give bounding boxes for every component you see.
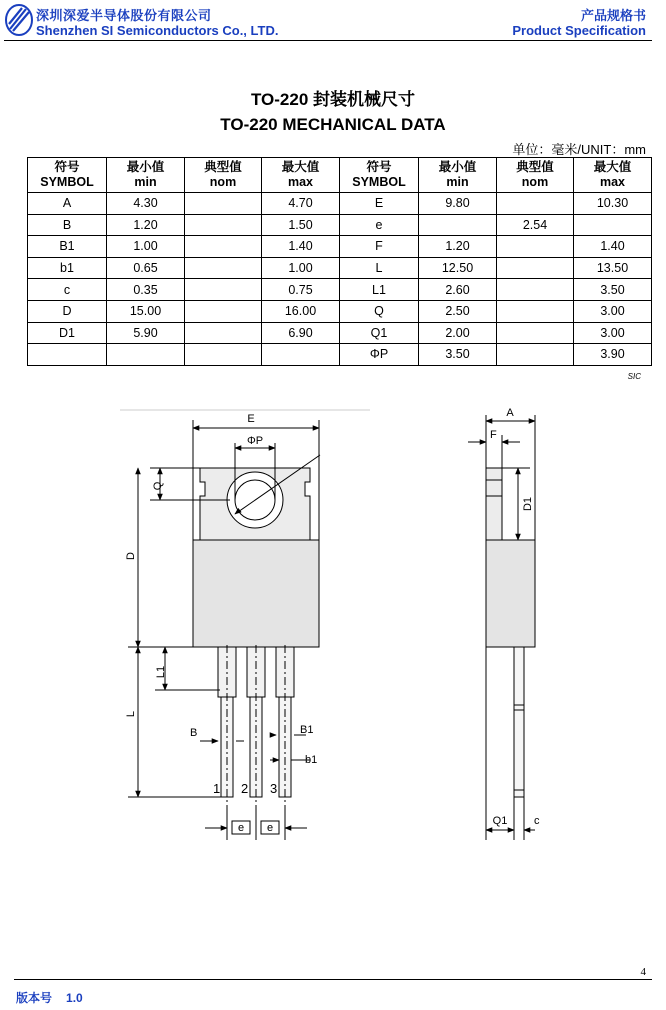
pin-label-3: 3	[270, 781, 278, 796]
table-cell: 15.00	[107, 300, 185, 322]
dim-label-Q: Q	[152, 481, 164, 491]
dim-label-e-1: e	[237, 822, 245, 834]
dim-label-c: c	[534, 815, 540, 827]
dim-label-L1: L1	[155, 665, 167, 679]
table-cell	[497, 322, 574, 344]
table-cell: 3.90	[574, 344, 652, 366]
table-row	[28, 322, 652, 344]
col-header: 典型值 nom	[497, 158, 574, 193]
table-cell	[185, 279, 262, 301]
table-cell: 2.00	[419, 322, 497, 344]
table-cell	[185, 344, 262, 366]
table-cell: b1	[28, 257, 107, 279]
table-cell: 1.00	[107, 236, 185, 258]
table-cell: B	[28, 214, 107, 236]
company-name-en: Shenzhen SI Semiconductors Co., LTD.	[36, 23, 279, 38]
company-name-cn: 深圳深爱半导体股份有限公司	[36, 8, 212, 23]
dim-label-F: F	[490, 429, 497, 441]
page-title-cn: TO-220 封装机械尺寸	[250, 90, 416, 109]
table-cell: 1.40	[262, 236, 340, 258]
col-header: 最小值 min	[107, 158, 185, 193]
table-cell: 2.60	[419, 279, 497, 301]
table-cell: 2.50	[419, 300, 497, 322]
table-cell: 3.00	[574, 300, 652, 322]
table-row	[28, 214, 652, 236]
sic-note: SIC	[627, 372, 641, 381]
col-header: 最大值 max	[574, 158, 652, 193]
table-cell: 16.00	[262, 300, 340, 322]
col-header: 典型值 nom	[185, 158, 262, 193]
table-cell	[262, 344, 340, 366]
col-header: 最大值 max	[262, 158, 340, 193]
version-info	[16, 989, 83, 1006]
table-cell: c	[28, 279, 107, 301]
table-cell: Q	[340, 300, 419, 322]
table-cell: E	[340, 193, 419, 215]
table-cell	[185, 214, 262, 236]
dim-label-e-2: e	[266, 822, 274, 834]
dim-label-phiP: ΦP	[246, 435, 264, 447]
table-cell: F	[340, 236, 419, 258]
table-cell: 1.20	[419, 236, 497, 258]
pin-label-1: 1	[213, 781, 221, 796]
page-title-en: TO-220 MECHANICAL DATA	[220, 115, 446, 134]
version-value: 1.0	[66, 991, 83, 1005]
table-cell: 2.54	[497, 214, 574, 236]
dim-label-B: B	[190, 727, 198, 739]
dim-label-D: D	[125, 552, 137, 560]
table-cell	[497, 300, 574, 322]
table-cell: 10.30	[574, 193, 652, 215]
table-row	[28, 344, 652, 366]
table-cell: B1	[28, 236, 107, 258]
table-cell: 1.20	[107, 214, 185, 236]
company-logo-icon	[4, 3, 34, 37]
table-cell	[497, 257, 574, 279]
table-cell	[497, 279, 574, 301]
table-cell	[185, 257, 262, 279]
table-cell: 1.00	[262, 257, 340, 279]
dim-label-E: E	[247, 413, 255, 425]
table-cell	[497, 344, 574, 366]
table-cell	[574, 214, 652, 236]
table-cell	[185, 193, 262, 215]
table-cell	[185, 322, 262, 344]
table-cell: L	[340, 257, 419, 279]
table-cell: A	[28, 193, 107, 215]
table-cell: 5.90	[107, 322, 185, 344]
table-cell: Q1	[340, 322, 419, 344]
table-cell: 0.65	[107, 257, 185, 279]
table-cell: 6.90	[262, 322, 340, 344]
table-cell: D	[28, 300, 107, 322]
dim-label-L: L	[125, 710, 137, 718]
table-cell	[497, 236, 574, 258]
table-cell	[419, 214, 497, 236]
header-divider	[4, 40, 652, 41]
table-cell	[185, 300, 262, 322]
dim-label-B1: B1	[300, 724, 314, 736]
table-row	[28, 236, 652, 258]
dim-label-A: A	[506, 407, 514, 419]
unit-label: 单位：毫米/UNIT：mm	[512, 142, 646, 157]
col-header: 符号 SYMBOL	[340, 158, 419, 193]
table-cell	[185, 236, 262, 258]
table-cell: 9.80	[419, 193, 497, 215]
table-cell: 0.75	[262, 279, 340, 301]
table-cell: 4.70	[262, 193, 340, 215]
table-cell: ΦP	[340, 344, 419, 366]
table-cell: 1.50	[262, 214, 340, 236]
doc-type-en: Product Specification	[512, 23, 646, 38]
table-row	[28, 300, 652, 322]
table-cell: 3.00	[574, 322, 652, 344]
table-cell: L1	[340, 279, 419, 301]
table-cell: 13.50	[574, 257, 652, 279]
version-label: 版本号	[16, 991, 53, 1005]
table-cell: 0.35	[107, 279, 185, 301]
dim-label-b1: b1	[305, 754, 318, 766]
table-cell	[28, 344, 107, 366]
table-cell	[107, 344, 185, 366]
dim-label-D1: D1	[522, 496, 534, 512]
table-row	[28, 257, 652, 279]
table-cell: 4.30	[107, 193, 185, 215]
footer-divider	[14, 979, 652, 980]
table-cell: 12.50	[419, 257, 497, 279]
table-cell	[497, 193, 574, 215]
mechanical-data-table	[27, 157, 652, 366]
table-header-row	[28, 158, 652, 193]
table-cell: 3.50	[574, 279, 652, 301]
to220-package-drawing	[110, 400, 660, 850]
table-row	[28, 279, 652, 301]
col-header: 最小值 min	[419, 158, 497, 193]
table-cell: 1.40	[574, 236, 652, 258]
pin-label-2: 2	[241, 781, 249, 796]
table-row	[28, 193, 652, 215]
table-cell: 3.50	[419, 344, 497, 366]
page-number: 4	[640, 966, 646, 978]
col-header: 符号 SYMBOL	[28, 158, 107, 193]
table-cell: e	[340, 214, 419, 236]
table-cell: D1	[28, 322, 107, 344]
doc-type-cn: 产品规格书	[580, 8, 646, 23]
dim-label-Q1: Q1	[492, 815, 508, 827]
